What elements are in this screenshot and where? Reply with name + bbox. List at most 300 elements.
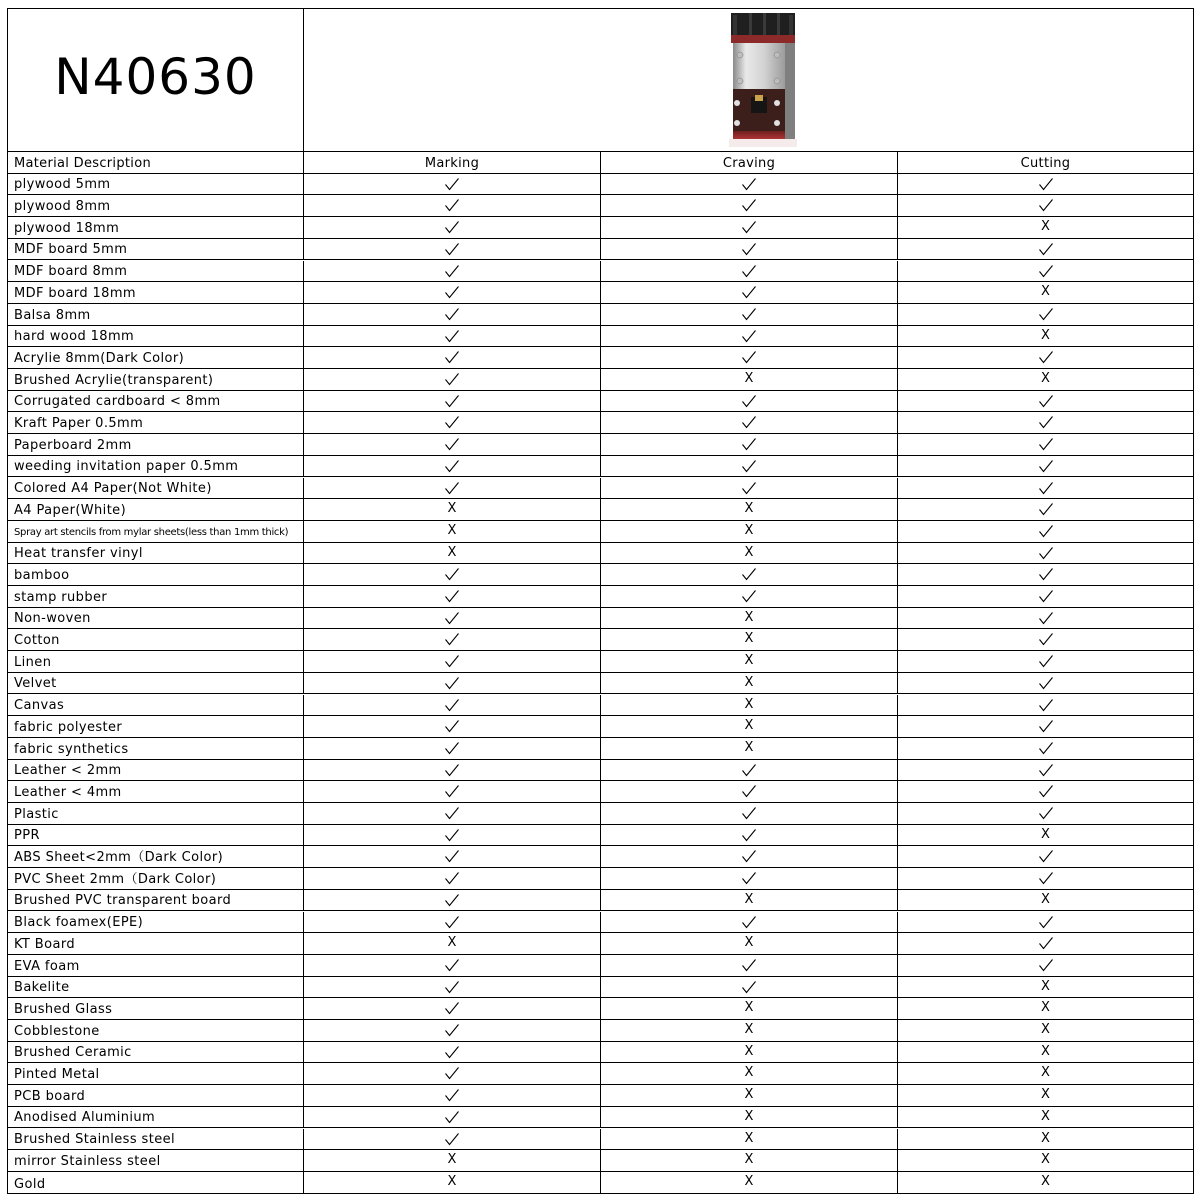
craving-cell [601, 1042, 898, 1063]
check-icon [741, 979, 757, 995]
x-mark-text: X [744, 609, 754, 625]
check-icon [444, 653, 460, 669]
x-mark-icon [1038, 219, 1054, 235]
craving-cell [601, 760, 898, 781]
cutting-cell [898, 499, 1193, 520]
material-name: Leather < 4mm [14, 784, 122, 800]
material-cell [8, 1042, 304, 1063]
column-header-material-description [8, 152, 304, 173]
check-icon [1038, 783, 1054, 799]
material-cell [8, 564, 304, 585]
marking-cell [304, 1042, 601, 1063]
material-name: Bakelite [14, 980, 70, 996]
check-icon [444, 176, 460, 192]
marking-cell [304, 738, 601, 759]
material-cell [8, 977, 304, 998]
check-icon [1038, 762, 1054, 778]
check-icon [741, 848, 757, 864]
check-icon [1038, 935, 1054, 951]
marking-cell [304, 369, 601, 390]
craving-cell [601, 1085, 898, 1106]
material-cell [8, 174, 304, 195]
product-image-cell [304, 9, 1193, 151]
check-icon [444, 870, 460, 886]
craving-cell [601, 1150, 898, 1171]
x-mark-text: X [744, 739, 754, 755]
x-mark-icon [1038, 1109, 1054, 1125]
check-icon [444, 393, 460, 409]
column-header-marking [304, 152, 601, 173]
check-icon [444, 957, 460, 973]
check-icon [444, 805, 460, 821]
x-mark-text: X [744, 891, 754, 907]
craving-cell [601, 434, 898, 455]
craving-cell [601, 369, 898, 390]
x-mark-icon [741, 1109, 757, 1125]
cutting-cell [898, 977, 1193, 998]
cutting-cell [898, 391, 1193, 412]
cutting-cell [898, 716, 1193, 737]
check-icon [1038, 848, 1054, 864]
x-mark-text: X [744, 501, 754, 517]
check-icon [444, 1087, 460, 1103]
check-icon [444, 1044, 460, 1060]
craving-cell [601, 195, 898, 216]
x-mark-text: X [1041, 826, 1050, 842]
craving-cell [601, 543, 898, 564]
check-icon [444, 1109, 460, 1125]
material-name: ABS Sheet<2mm（Dark Color) [14, 850, 224, 866]
x-mark-icon [741, 1044, 757, 1060]
check-icon [1038, 393, 1054, 409]
craving-cell [601, 326, 898, 347]
material-name: Non-woven [14, 611, 91, 627]
check-icon [1038, 610, 1054, 626]
column-header-cutting [898, 152, 1193, 173]
check-icon [1038, 718, 1054, 734]
x-mark-icon [1038, 979, 1054, 995]
material-cell [8, 933, 304, 954]
craving-cell [601, 673, 898, 694]
check-icon [741, 783, 757, 799]
craving-cell [601, 933, 898, 954]
material-cell [8, 912, 304, 933]
table-row [8, 326, 1193, 348]
check-icon [1038, 241, 1054, 257]
x-mark-text: X [744, 1065, 754, 1081]
cutting-cell [898, 1107, 1193, 1128]
material-name: Brushed Ceramic [14, 1045, 132, 1061]
check-icon [444, 458, 460, 474]
material-name: PCB board [14, 1088, 86, 1104]
table-row [8, 998, 1193, 1020]
marking-cell [304, 412, 601, 433]
material-cell [8, 1172, 304, 1194]
material-cell [8, 521, 304, 542]
table-row [8, 543, 1193, 565]
x-mark-text: X [744, 1152, 754, 1168]
x-mark-text: X [744, 544, 754, 560]
x-mark-icon [444, 501, 460, 517]
check-icon [741, 328, 757, 344]
check-icon [1038, 349, 1054, 365]
material-name: MDF board 5mm [14, 242, 128, 258]
material-cell [8, 868, 304, 889]
table-row [8, 760, 1193, 782]
craving-cell [601, 803, 898, 824]
x-mark-text: X [1041, 1173, 1050, 1189]
x-mark-icon [741, 371, 757, 387]
x-mark-text: X [447, 1152, 457, 1168]
cutting-cell [898, 564, 1193, 585]
check-icon [444, 197, 460, 213]
cutting-cell [898, 239, 1193, 260]
x-mark-text: X [1041, 371, 1050, 386]
check-icon [444, 740, 460, 756]
material-name: A4 Paper(White) [14, 502, 127, 518]
material-cell [8, 347, 304, 368]
check-icon [1038, 414, 1054, 430]
material-cell [8, 412, 304, 433]
cutting-cell [898, 933, 1193, 954]
marking-cell [304, 347, 601, 368]
material-name: plywood 18mm [14, 220, 120, 236]
check-icon [444, 783, 460, 799]
table-row [8, 412, 1193, 434]
x-mark-icon [741, 697, 757, 713]
x-mark-icon [444, 523, 460, 539]
craving-cell [601, 1107, 898, 1128]
x-mark-text: X [744, 1022, 754, 1037]
material-cell [8, 456, 304, 477]
marking-cell [304, 217, 601, 238]
marking-cell [304, 391, 601, 412]
x-mark-icon [741, 1087, 757, 1103]
check-icon [1038, 176, 1054, 192]
table-row [8, 1150, 1193, 1172]
cutting-cell [898, 1129, 1193, 1150]
check-icon [1038, 697, 1054, 713]
check-icon [444, 697, 460, 713]
check-icon [741, 588, 757, 604]
material-name: PVC Sheet 2mm（Dark Color) [14, 871, 217, 887]
material-name: Balsa 8mm [14, 307, 91, 323]
x-mark-icon [741, 675, 757, 691]
marking-cell [304, 977, 601, 998]
craving-cell [601, 651, 898, 672]
x-mark-icon [1038, 1000, 1054, 1016]
cutting-cell [898, 912, 1193, 933]
x-mark-text: X [744, 718, 754, 734]
craving-cell [601, 1020, 898, 1041]
craving-cell [601, 629, 898, 650]
check-icon [444, 892, 460, 908]
check-icon [741, 284, 757, 300]
material-name: Kraft Paper 0.5mm [14, 416, 144, 432]
check-icon [741, 393, 757, 409]
x-mark-text: X [744, 522, 754, 538]
cutting-cell [898, 326, 1193, 347]
material-cell [8, 304, 304, 325]
x-mark-icon [741, 1065, 757, 1081]
table-row [8, 478, 1193, 500]
x-mark-icon [1038, 1065, 1054, 1081]
marking-cell [304, 781, 601, 802]
material-cell [8, 651, 304, 672]
material-name: PPR [14, 828, 40, 844]
craving-cell [601, 781, 898, 802]
craving-cell [601, 239, 898, 260]
cutting-cell [898, 760, 1193, 781]
cutting-cell [898, 1172, 1193, 1194]
model-cell [8, 9, 304, 151]
check-icon [741, 480, 757, 496]
x-mark-icon [444, 935, 460, 951]
marking-cell [304, 239, 601, 260]
check-icon [741, 566, 757, 582]
material-cell [8, 738, 304, 759]
material-cell [8, 586, 304, 607]
table-row [8, 912, 1193, 934]
table-row [8, 608, 1193, 630]
x-mark-icon [741, 653, 757, 669]
marking-cell [304, 1107, 601, 1128]
marking-cell [304, 933, 601, 954]
check-icon [444, 675, 460, 691]
check-icon [1038, 805, 1054, 821]
material-cell [8, 716, 304, 737]
material-name: Anodised Aluminium [14, 1110, 156, 1126]
model-title: N40630 [54, 48, 257, 106]
cutting-cell [898, 868, 1193, 889]
marking-cell [304, 608, 601, 629]
craving-cell [601, 1063, 898, 1084]
craving-cell [601, 912, 898, 933]
material-cell [8, 1150, 304, 1171]
table-row [8, 282, 1193, 304]
column-header-label: Craving [722, 155, 776, 171]
material-name: MDF board 18mm [14, 285, 136, 301]
x-mark-text: X [744, 696, 754, 712]
x-mark-text: X [744, 1108, 754, 1124]
check-icon [741, 197, 757, 213]
material-cell [8, 760, 304, 781]
table-row [8, 1172, 1193, 1194]
craving-cell [601, 868, 898, 889]
x-mark-text: X [1041, 1022, 1050, 1037]
x-mark-icon [444, 1174, 460, 1190]
marking-cell [304, 564, 601, 585]
column-header-row [8, 152, 1193, 174]
material-cell [8, 1063, 304, 1084]
table-row [8, 651, 1193, 673]
table-row [8, 564, 1193, 586]
marking-cell [304, 760, 601, 781]
material-name: Paperboard 2mm [14, 437, 132, 453]
check-icon [444, 566, 460, 582]
marking-cell [304, 282, 601, 303]
check-icon [1038, 197, 1054, 213]
compatibility-sheet [7, 8, 1194, 1194]
materials-table [8, 152, 1193, 1193]
material-cell [8, 434, 304, 455]
x-mark-icon [1038, 1131, 1054, 1147]
marking-cell [304, 1172, 601, 1194]
check-icon [1038, 675, 1054, 691]
material-cell [8, 1129, 304, 1150]
check-icon [1038, 523, 1054, 539]
material-cell [8, 955, 304, 976]
craving-cell [601, 347, 898, 368]
check-icon [1038, 306, 1054, 322]
x-mark-icon [741, 1000, 757, 1016]
cutting-cell [898, 195, 1193, 216]
header-row [8, 9, 1193, 152]
cutting-cell [898, 304, 1193, 325]
x-mark-text: X [1041, 1087, 1050, 1103]
x-mark-icon [1038, 328, 1054, 344]
table-row [8, 195, 1193, 217]
x-mark-icon [1038, 1174, 1054, 1190]
marking-cell [304, 1129, 601, 1150]
x-mark-text: X [744, 371, 754, 386]
check-icon [741, 870, 757, 886]
material-cell [8, 499, 304, 520]
cutting-cell [898, 347, 1193, 368]
craving-cell [601, 282, 898, 303]
cutting-cell [898, 998, 1193, 1019]
table-row [8, 434, 1193, 456]
table-row [8, 738, 1193, 760]
x-mark-icon [741, 501, 757, 517]
x-mark-text: X [447, 501, 457, 517]
x-mark-text: X [447, 544, 457, 560]
material-cell [8, 890, 304, 911]
material-cell [8, 629, 304, 650]
check-icon [444, 263, 460, 279]
craving-cell [601, 412, 898, 433]
check-icon [444, 610, 460, 626]
material-name: weeding invitation paper 0.5mm [14, 459, 239, 475]
x-mark-text: X [744, 935, 754, 951]
check-icon [444, 349, 460, 365]
material-cell [8, 846, 304, 867]
table-row [8, 456, 1193, 478]
table-row [8, 1129, 1193, 1151]
material-cell [8, 695, 304, 716]
check-icon [741, 176, 757, 192]
marking-cell [304, 803, 601, 824]
material-name: stamp rubber [14, 589, 108, 605]
table-row [8, 933, 1193, 955]
check-icon [741, 914, 757, 930]
check-icon [1038, 653, 1054, 669]
check-icon [1038, 631, 1054, 647]
craving-cell [601, 890, 898, 911]
material-name: Cobblestone [14, 1023, 100, 1039]
craving-cell [601, 499, 898, 520]
material-cell [8, 1107, 304, 1128]
craving-cell [601, 564, 898, 585]
material-name: Heat transfer vinyl [14, 546, 143, 562]
check-icon [1038, 501, 1054, 517]
check-icon [444, 436, 460, 452]
material-cell [8, 326, 304, 347]
x-mark-text: X [1041, 327, 1050, 343]
material-name: Spray art stencils from mylar sheets(less than 1mm thick) [14, 526, 289, 538]
material-name: Leather < 2mm [14, 763, 122, 779]
x-mark-text: X [744, 1173, 754, 1189]
marking-cell [304, 478, 601, 499]
table-row [8, 1107, 1193, 1129]
cutting-cell [898, 369, 1193, 390]
material-name: mirror Stainless steel [14, 1153, 161, 1169]
cutting-cell [898, 217, 1193, 238]
marking-cell [304, 955, 601, 976]
x-mark-icon [741, 523, 757, 539]
check-icon [1038, 740, 1054, 756]
x-mark-text: X [744, 653, 754, 669]
table-row [8, 955, 1193, 977]
cutting-cell [898, 1150, 1193, 1171]
check-icon [444, 241, 460, 257]
x-mark-icon [741, 740, 757, 756]
column-header-label: Material Description [14, 155, 151, 171]
check-icon [741, 762, 757, 778]
material-name: bamboo [14, 567, 70, 583]
material-cell [8, 261, 304, 282]
x-mark-icon [741, 718, 757, 734]
x-mark-icon [741, 1131, 757, 1147]
x-mark-icon [444, 1152, 460, 1168]
x-mark-text: X [744, 1043, 754, 1059]
material-name: Brushed PVC transparent board [14, 893, 232, 909]
cutting-cell [898, 1085, 1193, 1106]
x-mark-text: X [447, 522, 457, 538]
x-mark-icon [741, 610, 757, 626]
marking-cell [304, 326, 601, 347]
material-cell [8, 803, 304, 824]
craving-cell [601, 846, 898, 867]
laser-module-image [729, 11, 797, 147]
material-cell [8, 543, 304, 564]
craving-cell [601, 261, 898, 282]
cutting-cell [898, 781, 1193, 802]
material-name: fabric polyester [14, 719, 123, 735]
cutting-cell [898, 521, 1193, 542]
cutting-cell [898, 586, 1193, 607]
table-row [8, 781, 1193, 803]
marking-cell [304, 716, 601, 737]
material-cell [8, 478, 304, 499]
material-name: Colored A4 Paper(Not White) [14, 481, 212, 497]
cutting-cell [898, 456, 1193, 477]
check-icon [741, 414, 757, 430]
material-cell [8, 282, 304, 303]
check-icon [444, 306, 460, 322]
check-icon [444, 848, 460, 864]
x-mark-icon [1038, 1152, 1054, 1168]
check-icon [741, 827, 757, 843]
marking-cell [304, 651, 601, 672]
material-name: Corrugated cardboard < 8mm [14, 394, 221, 410]
material-name: KT Board [14, 936, 75, 952]
cutting-cell [898, 434, 1193, 455]
material-name: Pinted Metal [14, 1067, 100, 1083]
x-mark-text: X [1041, 1108, 1050, 1124]
marking-cell [304, 1085, 601, 1106]
x-mark-text: X [1041, 1065, 1050, 1081]
